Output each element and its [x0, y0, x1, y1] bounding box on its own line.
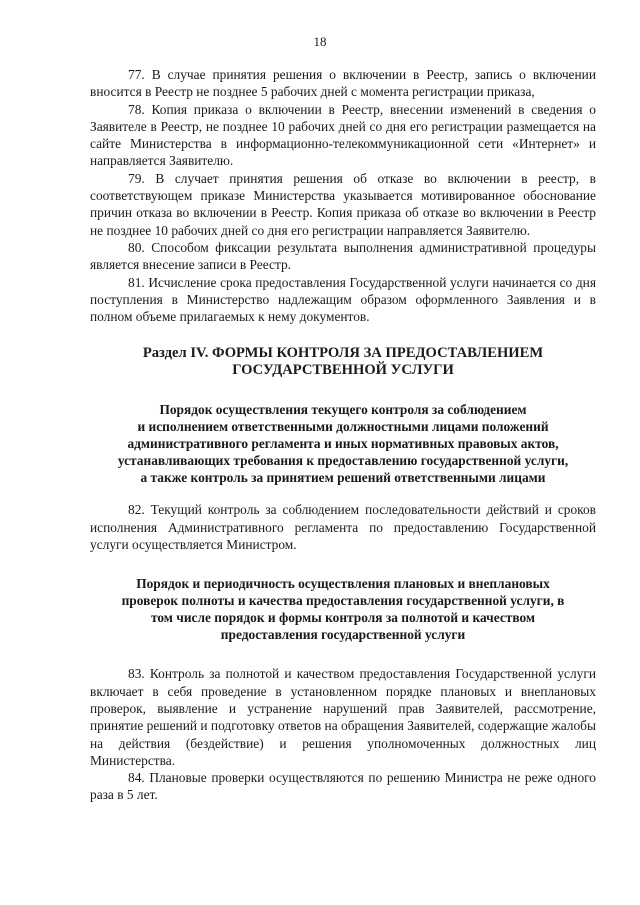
document-body	[90, 66, 596, 804]
section-title-line: Раздел IV. ФОРМЫ КОНТРОЛЯ ЗА ПРЕДОСТАВЛЕНИЕМ	[142, 345, 544, 362]
section-4-title	[90, 345, 596, 379]
paragraph-79: 79. В случает принятия решения об отказе во включении в реестр, в соответствующем приказе Министерства указывается мотивированное обоснование причин отказа во включении в Реестр. Копия приказа об отказе во включении в Реестр не позднее 10 рабочих дней со дня его регистрации направляется Заявителю.	[90, 170, 596, 238]
subsection-title-line: и исполнением ответственными должностными лицами положений	[137, 419, 549, 435]
subsection-title-line: проверок полноты и качества предоставления государственной услуги, в	[121, 593, 565, 609]
subsection-inspections-title	[90, 575, 596, 643]
paragraph-80: 80. Способом фиксации результата выполнения административной процедуры является внесение записи в Реестр.	[90, 239, 596, 273]
subsection-title-line: том числе порядок и формы контроля за полнотой и качеством	[150, 610, 536, 626]
paragraph-77: 77. В случае принятия решения о включении в Реестр, запись о включении вносится в Реестр не позднее 5 рабочих дней с момента регистрации приказа,	[90, 67, 596, 100]
subsection-title-line: а также контроль за принятием решений ответственными лицами	[140, 470, 546, 486]
subsection-title-line: административного регламента и иных нормативных правовых актов,	[127, 436, 559, 452]
subsection-current-control-title	[90, 401, 596, 486]
paragraph-81: 81. Исчисление срока предоставления Государственной услуги начинается со дня поступления в Министерство надлежащим образом оформленного Заявления и в полном объеме прилагаемых к нему документов.	[90, 274, 596, 325]
paragraph-83: 83. Контроль за полнотой и качеством предоставления Государственной услуги включает в себя проведение в установленном порядке плановых и внеплановых проверок, выявление и устранение нарушений прав Заявителей, рассмотрение, принятие решений и подготовку ответов на обращения Заявителей, содержащие жалобы на действия (бездействие) и решения уполномоченных должностных лиц Министерства.	[90, 666, 596, 768]
subsection-title-line: Порядок и периодичность осуществления плановых и внеплановых	[136, 576, 550, 592]
subsection-title-line: Порядок осуществления текущего контроля за соблюдением	[159, 402, 527, 418]
subsection-title-line: устанавливающих требования к предоставлению государственной услуги,	[117, 453, 569, 469]
paragraph-82: 82. Текущий контроль за соблюдением последовательности действий и сроков исполнения Административного регламента по предоставлению Государственной услуги осуществляется Министром.	[90, 502, 596, 553]
page-number: 18	[313, 34, 327, 49]
subsection-title-line: предоставления государственной услуги	[220, 627, 466, 643]
paragraph-84: 84. Плановые проверки осуществляются по решению Министра не реже одного раза в 5 лет.	[90, 770, 596, 803]
section-title-line: ГОСУДАРСТВЕННОЙ УСЛУГИ	[232, 362, 454, 379]
paragraph-78: 78. Копия приказа о включении в Реестр, внесении изменений в сведения о Заявителе в Реестр, не позднее 10 рабочих дней со дня его регистрации размещается на сайте Министерства в информационно-телекоммуникационной сети «Интернет» и направляется Заявителю.	[90, 101, 596, 169]
